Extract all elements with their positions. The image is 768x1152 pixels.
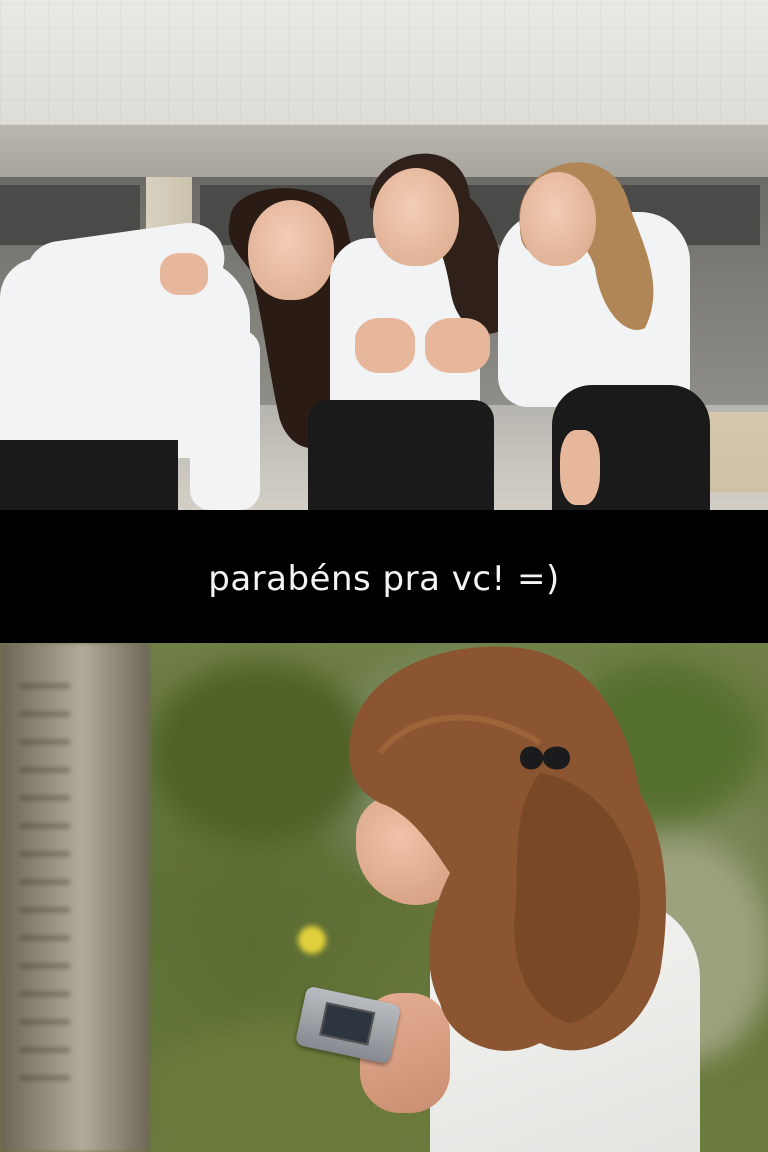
girl-middle-face <box>373 168 459 266</box>
wall-tiles <box>0 0 768 125</box>
girl-middle-hand-right <box>425 318 490 373</box>
bottom-photo <box>0 643 768 1152</box>
foliage-blur <box>150 663 370 843</box>
girl-right-arm <box>560 430 600 505</box>
girl-left-hand <box>160 253 208 295</box>
girl-left-face <box>248 200 334 300</box>
camera-screen <box>319 1002 375 1046</box>
girl-left-pants <box>0 440 178 510</box>
caption-band <box>0 510 768 643</box>
caption-text: parabéns pra vc! =) <box>208 558 560 599</box>
yellow-flower <box>298 926 326 954</box>
girl-right-face <box>520 172 596 266</box>
top-photo <box>0 0 768 510</box>
tree-trunk <box>0 643 150 1152</box>
girl-curly-hair <box>340 643 700 1063</box>
girl-middle-pants <box>308 400 494 510</box>
girl-middle-hand-left <box>355 318 415 373</box>
hair-clip-icon <box>515 738 575 778</box>
